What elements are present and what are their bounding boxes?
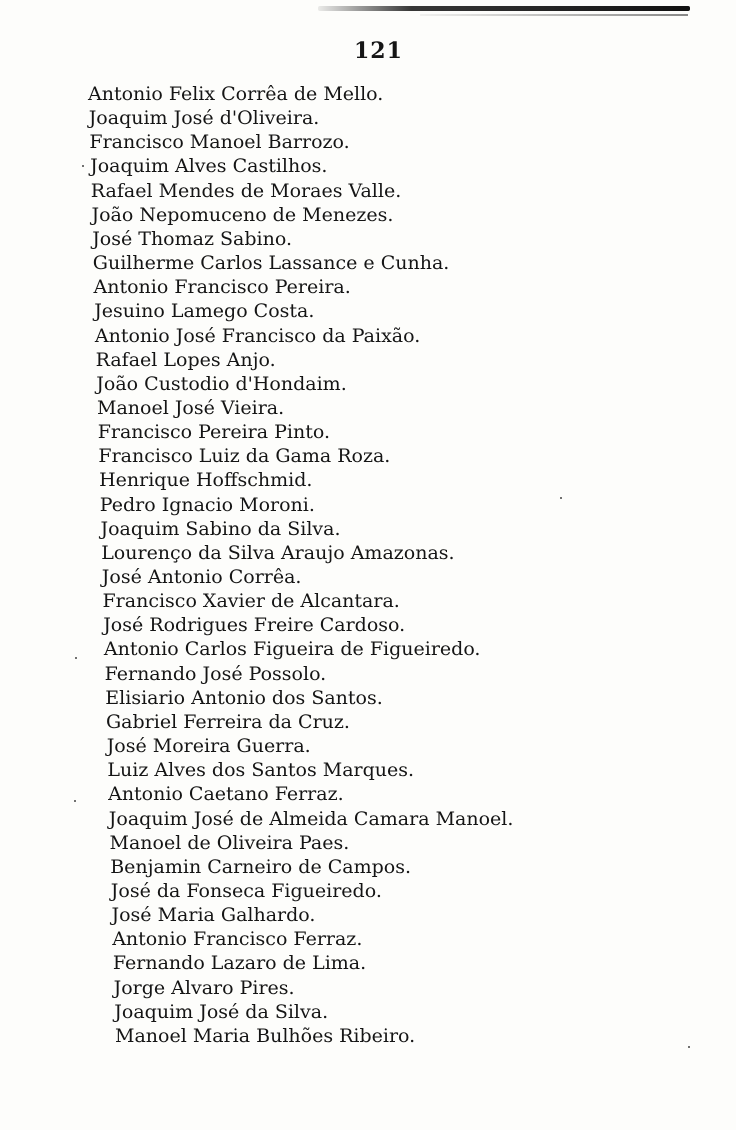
name-entry: Elisiario Antonio dos Santos.: [105, 686, 383, 709]
name-entry: Rafael Mendes de Moraes Valle.: [90, 179, 402, 202]
ink-speck: [82, 165, 84, 167]
name-entry: Antonio José Francisco da Paixão.: [94, 324, 421, 347]
name-entry: Francisco Manoel Barrozo.: [89, 131, 350, 154]
name-entry: José Rodrigues Freire Cardoso.: [103, 614, 406, 637]
name-entry: Jorge Alvaro Pires.: [113, 976, 295, 999]
name-entry: João Nepomuceno de Menezes.: [91, 203, 394, 226]
name-entry: José da Fonseca Figueiredo.: [110, 879, 382, 902]
name-entry: José Thomaz Sabino.: [92, 227, 292, 250]
ink-speck: [75, 657, 77, 659]
name-entry: Francisco Xavier de Alcantara.: [102, 590, 400, 613]
name-entry: Gabriel Ferreira da Cruz.: [106, 710, 350, 733]
name-entry: Joaquim Sabino da Silva.: [100, 517, 341, 540]
name-entry: Fernando Lazaro de Lima.: [112, 952, 367, 975]
name-entry: Pedro Ignacio Moroni.: [99, 493, 315, 516]
name-entry: Manoel José Vieira.: [97, 396, 285, 419]
name-entry: Joaquim José de Almeida Camara Manoel.: [108, 807, 514, 830]
name-entry: Antonio Francisco Ferraz.: [112, 928, 363, 951]
ink-speck: [560, 497, 562, 499]
name-entry: Henrique Hoffschmid.: [99, 469, 313, 492]
name-entry: José Antonio Corrêa.: [101, 566, 302, 588]
name-entry: Antonio Francisco Pereira.: [93, 276, 351, 299]
name-entry: José Maria Galhardo.: [111, 904, 316, 927]
name-entry: Manoel de Oliveira Paes.: [109, 831, 350, 854]
name-entry: Joaquim José da Silva.: [114, 1000, 329, 1023]
name-entry: Francisco Luiz da Gama Roza.: [98, 445, 391, 468]
ink-speck: [688, 1046, 690, 1048]
name-entry: Lourenço da Silva Araujo Amazonas.: [101, 541, 455, 564]
name-entry: João Custodio d'Hondaim.: [96, 372, 347, 395]
name-entry: Rafael Lopes Anjo.: [95, 348, 276, 371]
name-entry: Manoel Maria Bulhões Ribeiro.: [115, 1024, 416, 1047]
name-entry: Francisco Pereira Pinto.: [97, 421, 331, 444]
name-entry: Guilherme Carlos Lassance e Cunha.: [92, 252, 450, 274]
name-entry: Joaquim José d'Oliveira.: [88, 107, 320, 130]
name-entry: Jesuino Lamego Costa.: [94, 300, 315, 323]
name-entry: Luiz Alves dos Santos Marques.: [107, 759, 415, 782]
name-entry: Antonio Felix Corrêa de Mello.: [88, 83, 384, 105]
ink-speck: [74, 800, 76, 802]
name-entry: Antonio Caetano Ferraz.: [108, 783, 344, 806]
name-entry: Benjamin Carneiro de Campos.: [110, 855, 412, 878]
name-entry: Joaquim Alves Castilhos.: [90, 155, 328, 178]
name-entry: José Moreira Guerra.: [106, 735, 311, 757]
page-number: 121: [354, 38, 403, 64]
name-entry: Antonio Carlos Figueira de Figueiredo.: [103, 638, 481, 661]
name-entry: Fernando José Possolo.: [104, 662, 327, 685]
